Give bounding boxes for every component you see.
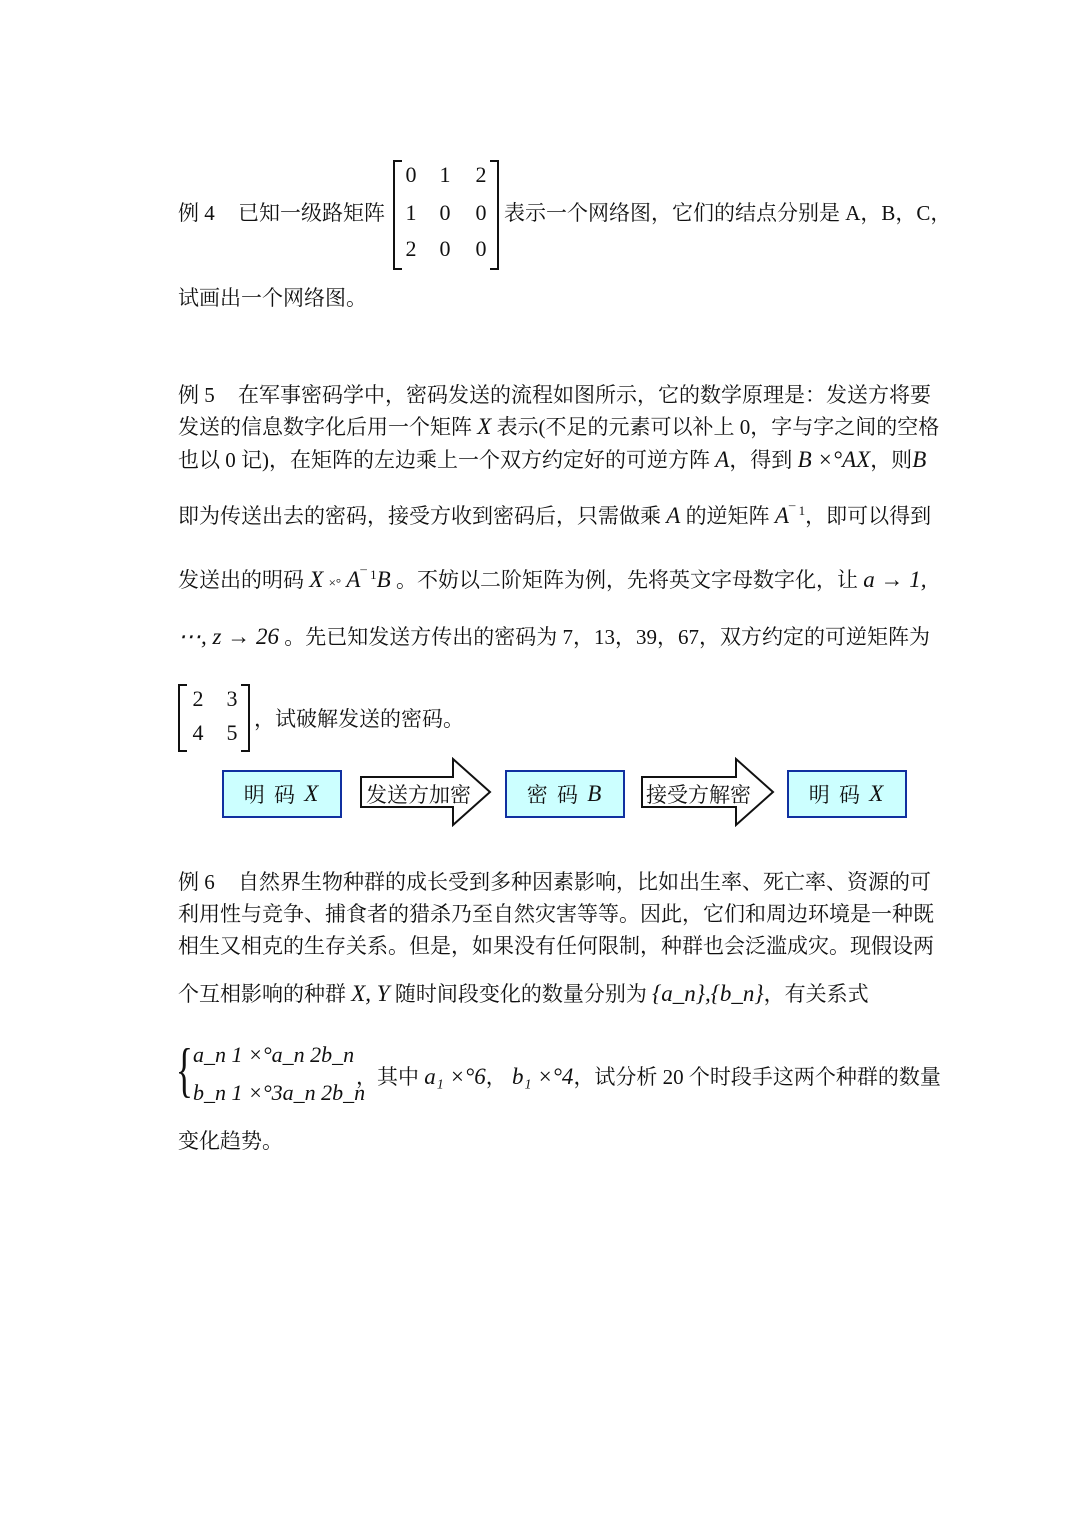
ex5-line5a: 发送出的明码 <box>178 568 304 592</box>
ex5-m01: 3 <box>226 686 238 711</box>
ex5-line3b: ，得到 <box>729 448 793 472</box>
flow-arrow1-label: 发送方加密 <box>366 783 471 807</box>
ex4-m20: 2 <box>405 236 417 261</box>
ex5-inv-sup: ¯ 1 <box>788 503 806 518</box>
ex6-b1: b₁ ×°4 <box>511 1064 574 1089</box>
ex6-line4 <box>178 979 869 1009</box>
ex5-map1: a → 1, <box>863 567 927 592</box>
ex5-line5 <box>178 560 926 598</box>
ex4-m02: 2 <box>475 162 487 187</box>
ex5-line4c: ，即可以得到 <box>805 504 932 528</box>
ex5-inv-a: A <box>774 503 789 528</box>
ex5-eq2-x: X <box>309 567 324 592</box>
ex6-sys-line1: a_n 1 ×°a_n 2b_n <box>193 1042 355 1067</box>
ex5-line1: 在军事密码学中，密码发送的流程如图所示，它的数学原理是：发送方将要 <box>238 383 931 407</box>
ex6-line5a: ，其中 <box>356 1065 419 1089</box>
ex5-line2a: 发送的信息数字化后用一个矩阵 <box>178 415 472 439</box>
ex4-m21: 0 <box>439 236 451 261</box>
ex5-line3a: 也以 0 记)，在矩阵的左边乘上一个双方约定好的可逆方阵 <box>178 448 710 472</box>
ex5-line6a: 。先已知发送方传出的密码为 7，13，39，67，双方约定的可逆矩阵为 <box>284 625 930 649</box>
ex4-m00: 0 <box>405 162 417 187</box>
ex5-var-a: A <box>715 447 730 472</box>
ex5-eq2-b: B <box>376 567 391 592</box>
ex5-eq2-a: A <box>346 567 361 592</box>
ex5-var-b: B <box>912 447 927 472</box>
flow-box-plaintext-out <box>787 770 907 818</box>
ex5-eq2-mid: ×° <box>328 575 342 590</box>
ex5-line5b: 。不妨以二阶矩阵为例，先将英文字母数字化，让 <box>395 568 858 592</box>
flow-box3-var: X <box>869 781 886 806</box>
flow-box-plaintext <box>222 770 342 818</box>
ex4-m01: 1 <box>439 162 451 187</box>
flow-box-cipher <box>505 770 625 818</box>
ex5-line4a: 即为传送出去的密码，接受方收到密码后，只需做乘 <box>178 504 661 528</box>
ex6-sys-line2: b_n 1 ×°3a_n 2b_n <box>193 1080 366 1105</box>
ex5-line2b: 表示(不足的元素可以补上 0，字与字之间的空格 <box>496 415 940 439</box>
ex6-a1: a₁ ×°6 <box>424 1064 486 1089</box>
flow-box2-var: B <box>587 781 604 806</box>
ex6-line5: ，其中 a₁ ×°6， b₁ ×°4，试分析 20 个时段手这两个种群的数量 <box>356 1064 941 1089</box>
ex4-matrix <box>393 160 499 270</box>
flow-box1-label: 明 码 <box>243 783 297 807</box>
ex5-after-matrix: ，试破解发送的密码。 <box>254 707 464 731</box>
ex4-label: 例 4 <box>178 201 215 225</box>
ex4-after-matrix: 表示一个网络图，它们的结点分别是 A，B，C， <box>504 201 952 225</box>
ex4-m10: 1 <box>405 200 417 225</box>
ex6-line4c: ，有关系式 <box>763 982 869 1006</box>
flow-box2-label: 密 码 <box>526 783 580 807</box>
ex6-line4a: 个互相影响的种群 <box>178 982 346 1006</box>
ex4-line2: 试画出一个网络图。 <box>178 286 367 310</box>
ex6-line5b: ，试分析 20 个时段手这两个种群的数量 <box>573 1065 941 1089</box>
ex6-system-brace: { <box>175 1037 194 1103</box>
ex5-line3 <box>178 445 926 475</box>
ex5-line4b: 的逆矩阵 <box>685 504 770 528</box>
ex5-line4 <box>178 496 931 531</box>
ex5-map2: ⋯, z → 26 <box>178 624 279 649</box>
ex4-m12: 0 <box>475 200 487 225</box>
ex4-before-matrix: 已知一级路矩阵 <box>238 201 385 225</box>
ex5-m11: 5 <box>226 720 238 745</box>
ex6-line6: 变化趋势。 <box>178 1129 283 1153</box>
ex6-line4b: 随时间段变化的数量分别为 <box>394 982 647 1006</box>
ex4-m11: 0 <box>439 200 451 225</box>
ex5-line6 <box>178 622 930 652</box>
ex5-var-a2: A <box>666 503 681 528</box>
ex5-label: 例 5 <box>178 383 215 407</box>
flow-box3-label: 明 码 <box>808 783 862 807</box>
ex6-line3: 相生又相克的生存关系。但是，如果没有任何限制，种群也会泛滥成灾。现假设两 <box>178 934 934 958</box>
ex5-m00: 2 <box>192 686 204 711</box>
ex5-line3c: ，则 <box>870 448 913 472</box>
ex5-matrix <box>178 684 250 752</box>
ex6-seq: {a_n},{b_n} <box>652 981 764 1006</box>
ex5-eq1: B ×°AX <box>797 447 871 472</box>
ex5-eq2-sup: ¯ 1 <box>360 567 377 582</box>
ex6-line1: 自然界生物种群的成长受到多种因素影响，比如出生率、死亡率、资源的可 <box>238 870 931 894</box>
ex5-var-x: X <box>477 414 492 439</box>
ex6-line2: 利用性与竞争、捕食者的猎杀乃至自然灾害等等。因此，它们和周边环境是一种既 <box>178 902 934 926</box>
ex5-line2 <box>178 412 939 442</box>
ex4-m22: 0 <box>475 236 487 261</box>
flow-arrow2-label: 接受方解密 <box>646 783 751 807</box>
ex6-label: 例 6 <box>178 870 215 894</box>
ex6-vars: X, Y <box>351 981 390 1006</box>
flow-box1-var: X <box>304 781 321 806</box>
ex5-m10: 4 <box>192 720 204 745</box>
